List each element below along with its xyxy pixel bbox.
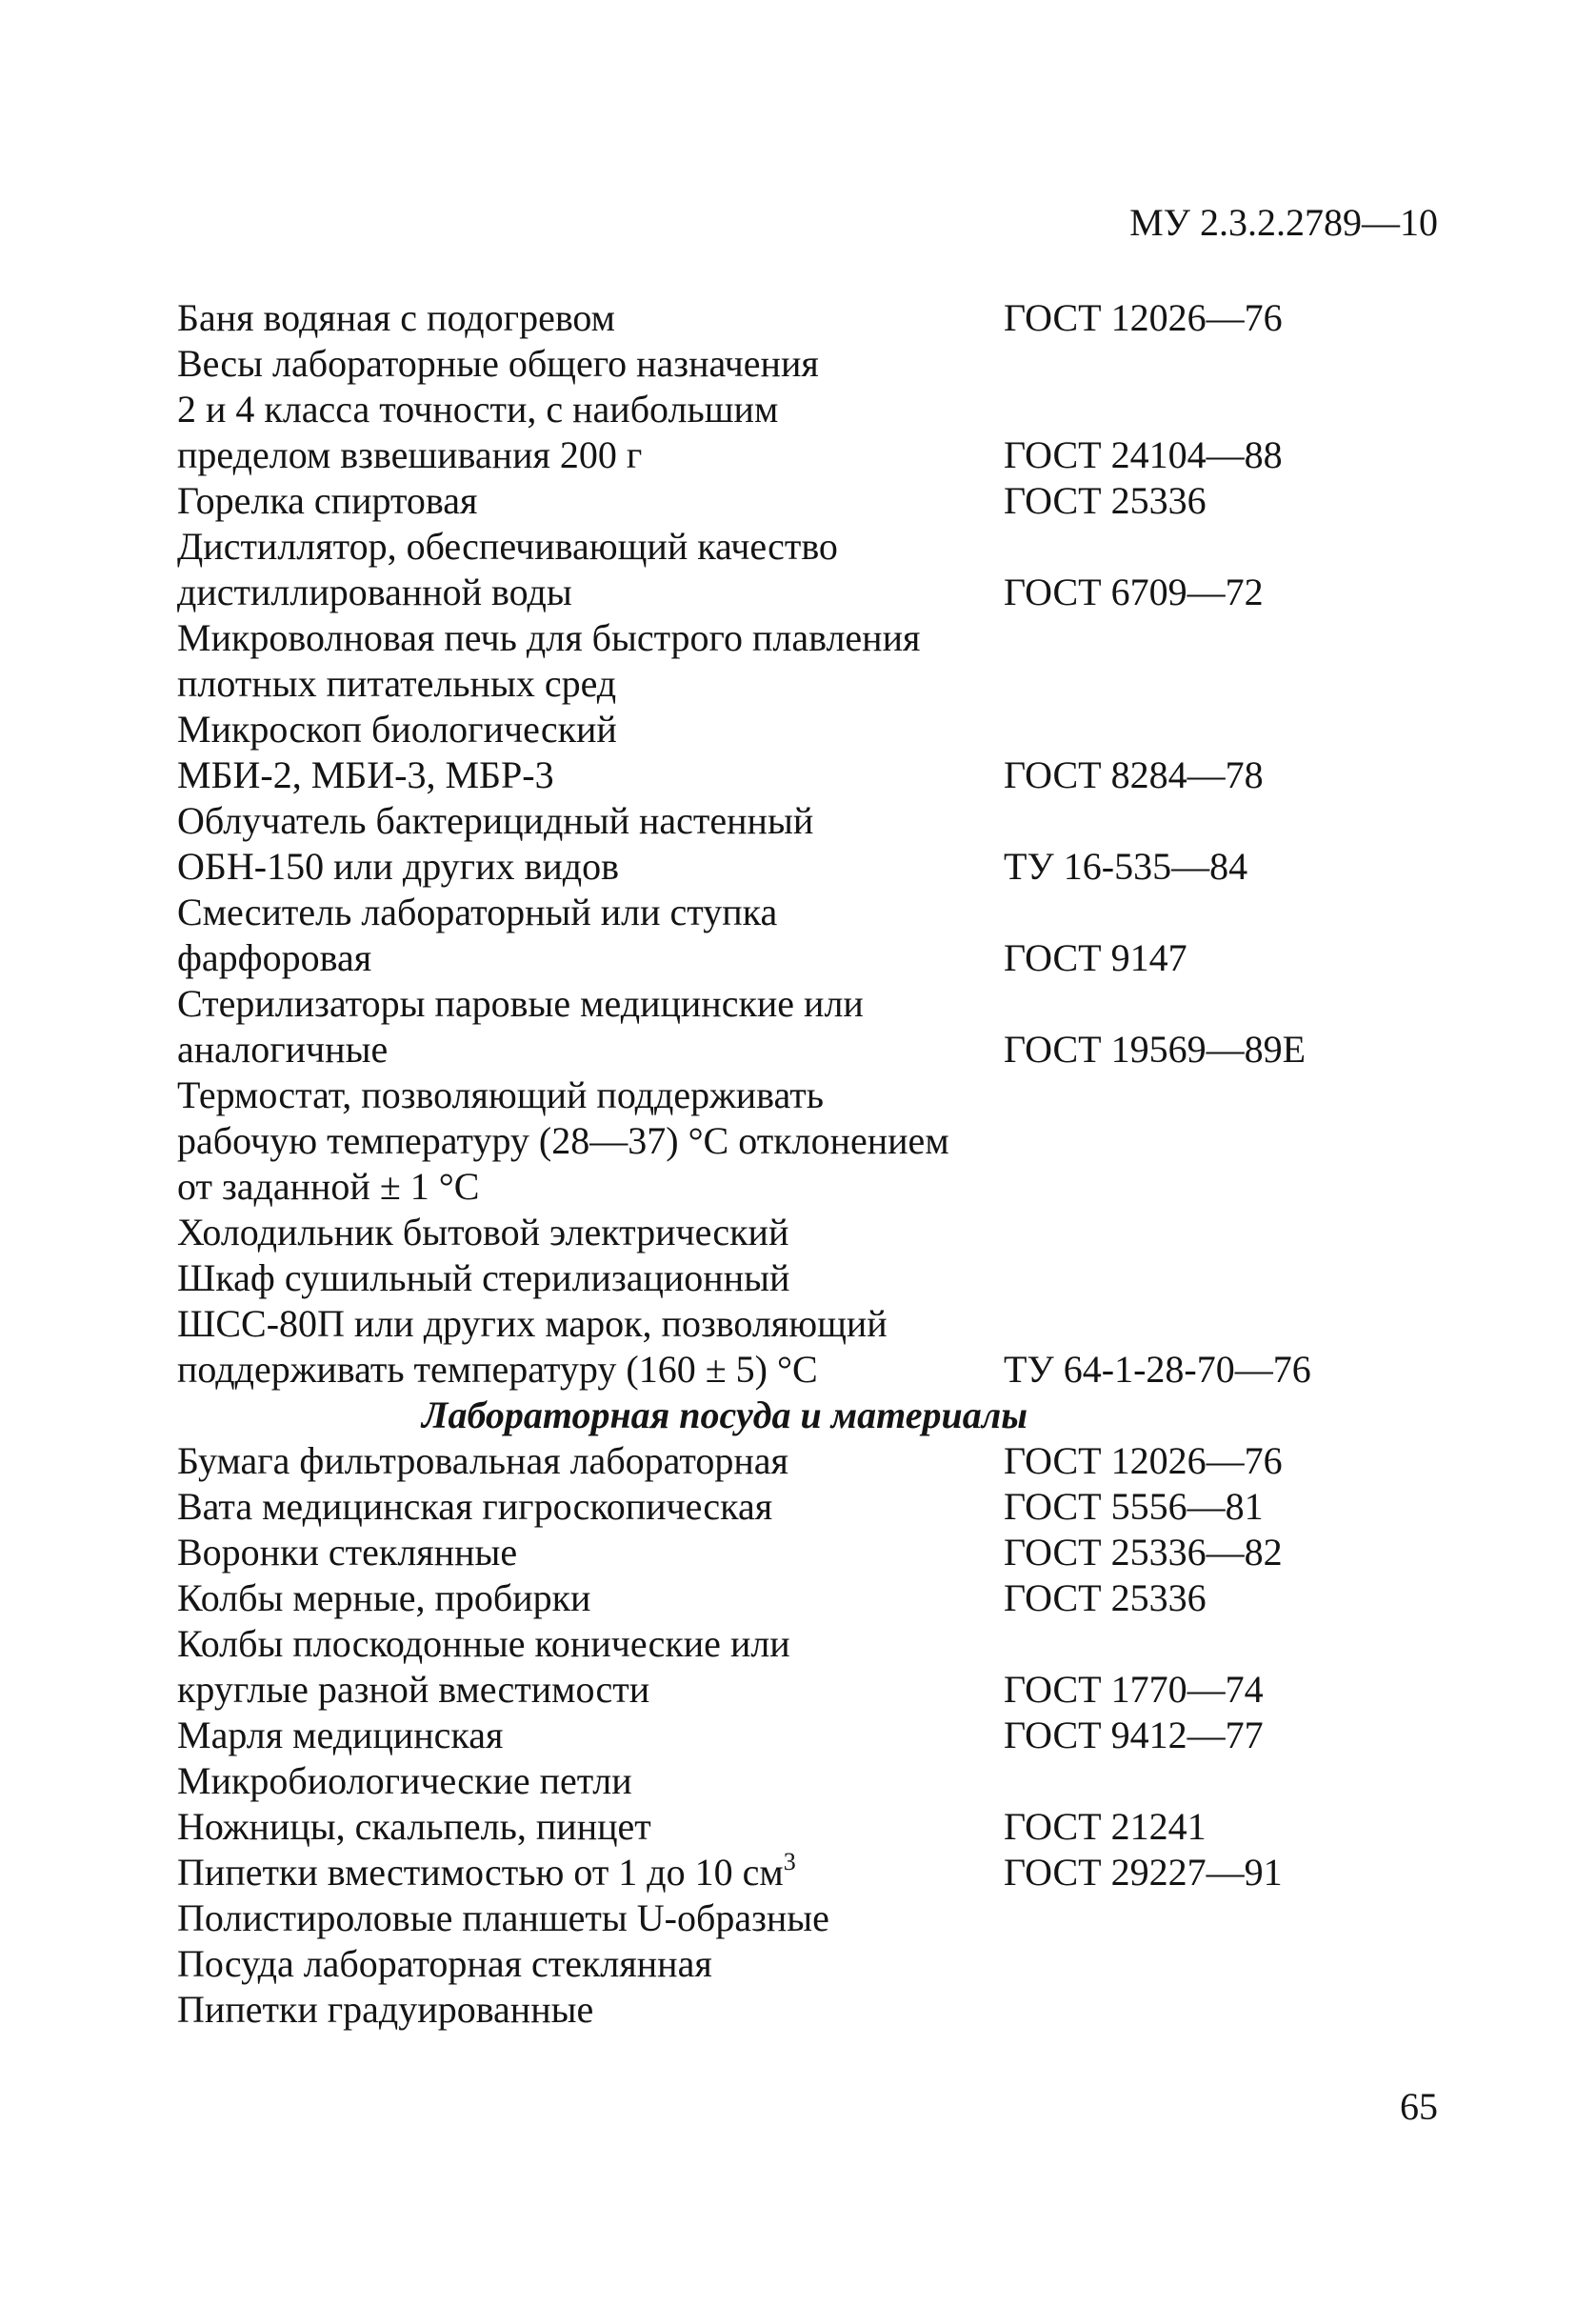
item-label — [177, 844, 619, 890]
item-standard: ГОСТ 8284—78 — [1004, 753, 1264, 796]
item-standard: ГОСТ 25336—82 — [1004, 1531, 1283, 1574]
list-item — [177, 1164, 1444, 1210]
item-label — [177, 1895, 829, 1941]
item-label — [177, 570, 572, 615]
item-label-text: Микроскоп биологический — [177, 708, 617, 751]
list-item — [177, 935, 1444, 981]
list-item — [177, 1621, 1444, 1667]
item-label — [177, 295, 615, 341]
item-label-text: Пипетки градуированные — [177, 1988, 594, 2031]
item-label — [177, 341, 819, 387]
item-label — [177, 1667, 649, 1713]
list-item — [177, 1301, 1444, 1347]
item-label-text: Смеситель лабораторный или ступка — [177, 891, 778, 933]
item-label — [177, 1210, 788, 1255]
list-item — [177, 1941, 1444, 1987]
item-label — [177, 1941, 712, 1987]
item-label — [177, 1255, 789, 1301]
item-label — [177, 1575, 590, 1621]
item-label — [177, 1164, 479, 1210]
item-label — [177, 1027, 388, 1073]
list-item — [177, 1438, 1444, 1484]
item-label — [177, 1804, 651, 1850]
item-label-text: поддерживать температуру (160 ± 5) °С — [177, 1348, 818, 1391]
item-label-text: рабочую температуру (28—37) °С отклонением — [177, 1119, 949, 1162]
item-label-text: пределом взвешивания 200 г — [177, 433, 643, 476]
item-label — [177, 1847, 796, 1895]
item-label-text: Ножницы, скальпель, пинцет — [177, 1805, 651, 1848]
item-standard: ГОСТ 12026—76 — [1004, 1439, 1283, 1482]
item-label-text: Дистиллятор, обеспечивающий качество — [177, 525, 838, 568]
item-label-text: Горелка спиртовая — [177, 479, 478, 522]
item-label-text: круглые разной вместимости — [177, 1668, 650, 1711]
item-label-text: МБИ-2, МБИ-3, МБР-3 — [177, 753, 554, 796]
item-label — [177, 1073, 824, 1118]
list-item — [177, 981, 1444, 1027]
item-label — [177, 798, 813, 844]
item-label-text: Колбы плоскодонные конические или — [177, 1622, 790, 1665]
list-item — [177, 615, 1444, 661]
item-label — [177, 981, 864, 1027]
list-item — [177, 1847, 1444, 1895]
list-item — [177, 1347, 1444, 1393]
list-item — [177, 524, 1444, 570]
list-item — [177, 1758, 1444, 1804]
item-label — [177, 1621, 790, 1667]
item-standard: ГОСТ 9412—77 — [1004, 1714, 1264, 1756]
item-label — [177, 1530, 517, 1575]
list-item — [177, 478, 1444, 524]
list-item — [177, 341, 1444, 387]
item-standard: ГОСТ 25336 — [1004, 479, 1207, 522]
list-item — [177, 1804, 1444, 1850]
item-label — [177, 387, 778, 432]
item-standard: ГОСТ 12026—76 — [1004, 296, 1283, 339]
list-item — [177, 1255, 1444, 1301]
item-standard: ГОСТ 19569—89Е — [1004, 1028, 1307, 1071]
item-label-text: фарфоровая — [177, 936, 372, 979]
item-standard: ГОСТ 5556—81 — [1004, 1485, 1264, 1528]
item-standard: ТУ 16-535—84 — [1004, 845, 1248, 888]
item-label-text: Вата медицинская гигроскопическая — [177, 1485, 773, 1528]
item-label-text: аналогичные — [177, 1028, 389, 1071]
item-standard: ГОСТ 24104—88 — [1004, 433, 1283, 476]
item-label-text: Марля медицинская — [177, 1714, 504, 1756]
item-label-text: Баня водяная с подогревом — [177, 296, 615, 339]
item-label-text: Бумага фильтровальная лабораторная — [177, 1439, 788, 1482]
list-item — [177, 661, 1444, 707]
list-item — [177, 295, 1444, 341]
item-label-text: Стерилизаторы паровые медицинские или — [177, 982, 864, 1025]
item-label-text: ШСС-80П или других марок, позволяющий — [177, 1302, 888, 1345]
item-label — [177, 1484, 772, 1530]
item-label — [177, 935, 371, 981]
item-label-text: дистиллированной воды — [177, 571, 572, 613]
item-label — [177, 615, 920, 661]
item-label-text: ОБН-150 или других видов — [177, 845, 620, 888]
item-label-text: Весы лабораторные общего назначения — [177, 342, 819, 385]
item-standard: ГОСТ 9147 — [1004, 936, 1187, 979]
list-item — [177, 432, 1444, 478]
list-item — [177, 387, 1444, 432]
item-standard: ГОСТ 21241 — [1004, 1805, 1207, 1848]
item-label — [177, 890, 777, 935]
item-label-text: Холодильник бытовой электрический — [177, 1211, 789, 1253]
item-standard: ГОСТ 1770—74 — [1004, 1668, 1264, 1711]
item-label — [177, 478, 477, 524]
content-lines — [177, 295, 1444, 2033]
item-label — [177, 524, 838, 570]
list-item — [177, 707, 1444, 752]
item-label-text: плотных питательных сред — [177, 662, 617, 705]
item-label-text: от заданной ± 1 °С — [177, 1165, 480, 1208]
item-label-text: Колбы мерные, пробирки — [177, 1576, 591, 1619]
item-standard: ТУ 64-1-28-70—76 — [1004, 1348, 1311, 1391]
item-label — [177, 1438, 788, 1484]
document-code: МУ 2.3.2.2789—10 — [1129, 201, 1438, 244]
item-label-text: Воронки стеклянные — [177, 1531, 518, 1574]
list-item — [177, 1987, 1444, 2033]
item-label — [177, 1758, 632, 1804]
list-item — [177, 1027, 1444, 1073]
list-item — [177, 1073, 1444, 1118]
list-item — [177, 1575, 1444, 1621]
item-label-text: Полистироловые планшеты U-образные — [177, 1896, 829, 1939]
item-label — [177, 661, 616, 707]
item-label — [177, 432, 642, 478]
item-label-text: Микробиологические петли — [177, 1759, 632, 1802]
item-label — [177, 707, 617, 752]
item-label-text: Термостат, позволяющий поддерживать — [177, 1073, 824, 1116]
item-label-text: Микроволновая печь для быстрого плавления — [177, 616, 921, 659]
item-label — [177, 1347, 818, 1393]
item-standard: ГОСТ 25336 — [1004, 1576, 1207, 1619]
list-item — [177, 1895, 1444, 1941]
item-standard: ГОСТ 29227—91 — [1004, 1851, 1283, 1894]
list-item — [177, 1210, 1444, 1255]
item-label — [177, 1987, 593, 2033]
list-item — [177, 1118, 1444, 1164]
list-item — [177, 1484, 1444, 1530]
item-label-text: 2 и 4 класса точности, с наибольшим — [177, 388, 779, 431]
materials-list — [177, 1438, 1444, 2033]
item-label-text: Шкаф сушильный стерилизационный — [177, 1256, 790, 1299]
list-item — [177, 844, 1444, 890]
item-label-text: Облучатель бактерицидный настенный — [177, 799, 814, 842]
list-item — [177, 1667, 1444, 1713]
item-label — [177, 1118, 949, 1164]
item-label-superscript: 3 — [783, 1847, 796, 1875]
list-item — [177, 798, 1444, 844]
equipment-list — [177, 295, 1444, 1393]
item-label — [177, 1301, 888, 1347]
item-label — [177, 1713, 503, 1758]
item-label — [177, 752, 554, 798]
list-item — [177, 890, 1444, 935]
list-item — [177, 1530, 1444, 1575]
item-label-text: Посуда лабораторная стеклянная — [177, 1942, 712, 1985]
section-heading: Лабораторная посуда и материалы — [422, 1394, 1027, 1436]
item-label-text: Пипетки вместимостью от 1 до 10 см — [177, 1851, 784, 1894]
list-item — [177, 570, 1444, 615]
item-standard: ГОСТ 6709—72 — [1004, 571, 1264, 613]
list-item — [177, 752, 1444, 798]
list-item — [177, 1713, 1444, 1758]
page-number: 65 — [1400, 2085, 1438, 2128]
